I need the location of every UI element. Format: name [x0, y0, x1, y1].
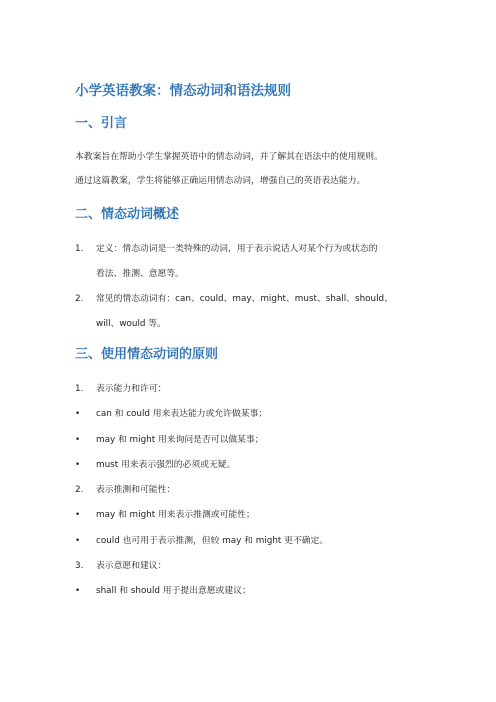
list-item: [75, 579, 436, 604]
list-item: [75, 428, 436, 453]
list-marker: 1.: [75, 244, 84, 254]
bullet-marker: •: [75, 459, 81, 470]
list-item-text-continued: will、would 等。: [96, 319, 166, 329]
list-item-text: 表示推测和可能性：: [96, 485, 176, 496]
section-heading-intro: 一、引言: [75, 116, 128, 131]
bullet-marker: •: [75, 434, 81, 445]
list-item-text-continued: 看法、推测、意愿等。: [96, 269, 184, 279]
list-item-text: 定义：情态动词是一类特殊的动词，用于表示说话人对某个行为或状态的: [96, 244, 378, 254]
list-item: [75, 402, 436, 427]
list-item: [75, 554, 436, 579]
bullet-marker: •: [75, 409, 81, 420]
section-heading-overview: 二、情态动词概述: [75, 207, 180, 222]
list-item: [75, 377, 436, 402]
list-item: [75, 453, 436, 478]
list-marker: 2.: [75, 485, 84, 496]
intro-line-1: 本教案旨在帮助小学生掌握英语中的情态动词，并了解其在语法中的使用规则。: [75, 152, 383, 162]
intro-line-2: 通过这篇教案，学生将能够正确运用情态动词，增强自己的英语表达能力。: [75, 175, 366, 186]
document-title: 小学英语教案：情态动词和语法规则: [75, 83, 291, 99]
list-item-text: must 用来表示强烈的必须或无疑。: [96, 459, 236, 470]
overview-list: [65, 237, 436, 337]
list-item-text: 表示能力和许可：: [96, 384, 167, 394]
list-item-text: may 和 might 用来表示推测或可能性；: [96, 510, 255, 521]
section-heading-principles: 三、使用情态动词的原则: [75, 347, 219, 362]
list-item: [75, 529, 436, 554]
list-item-text: could 也可用于表示推测，但较 may 和 might 更不确定。: [96, 535, 329, 546]
list-item: [75, 237, 436, 287]
list-item: [75, 478, 436, 503]
list-item-text: 表示意愿和建议：: [96, 561, 167, 572]
list-item-text: can 和 could 用来表达能力或允许做某事；: [96, 409, 268, 420]
list-item: [75, 503, 436, 528]
list-marker: 2.: [75, 294, 84, 304]
principles-list: [65, 377, 436, 605]
list-item: [75, 287, 436, 337]
bullet-marker: •: [75, 586, 81, 597]
list-marker: 3.: [75, 561, 84, 572]
list-marker: 1.: [75, 384, 84, 394]
intro-paragraph: [75, 146, 436, 193]
bullet-marker: •: [75, 510, 81, 521]
bullet-marker: •: [75, 535, 81, 546]
list-item-text: shall 和 should 用于提出意愿或建议；: [96, 586, 251, 597]
list-item-text: 常见的情态动词有：can、could、may、might、must、shall、should、: [96, 294, 393, 304]
list-item-text: may 和 might 用来询问是否可以做某事；: [96, 434, 264, 445]
